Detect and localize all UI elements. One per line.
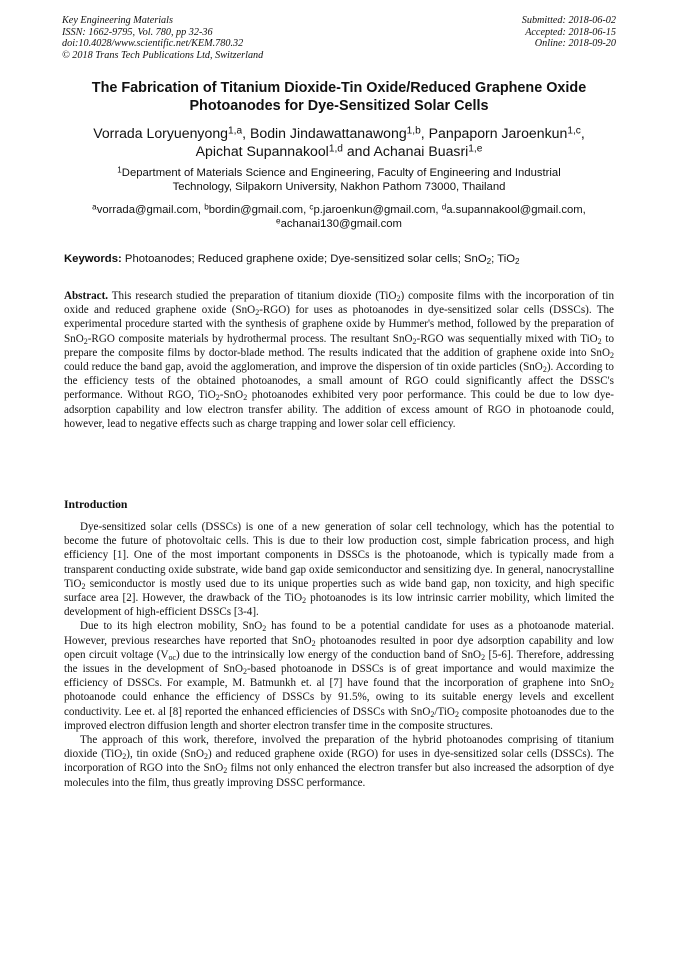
title-line-1: The Fabrication of Titanium Dioxide-Tin Oxide/Reduced Graphene Oxide xyxy=(91,80,587,96)
email-link[interactable]: achanai130@gmail.com xyxy=(280,218,402,231)
keywords-label: Keywords: xyxy=(64,253,122,265)
author-conjunction: and xyxy=(346,143,371,159)
abstract-label: Abstract. xyxy=(64,290,109,302)
date-accepted: Accepted: 2018-06-15 xyxy=(525,26,616,38)
author-name: Achanai Buasri xyxy=(373,143,469,159)
date-online: Online: 2018-09-20 xyxy=(534,38,616,50)
journal-name: Key Engineering Materials xyxy=(62,15,173,26)
author-affil-sup: 1,b xyxy=(406,125,421,137)
email-link[interactable]: vorrada@gmail.com, xyxy=(96,204,202,216)
journal-doi[interactable]: doi:10.4028/www.scientific.net/KEM.780.32 xyxy=(62,38,244,50)
publication-dates xyxy=(522,15,616,50)
email-link[interactable]: a.supannakool@gmail.com, xyxy=(446,204,586,216)
author-affil-sup: 1,c xyxy=(567,125,581,137)
email-sup: b xyxy=(204,202,209,212)
affiliation xyxy=(70,166,608,195)
author-affil-sup: 1,d xyxy=(328,143,343,155)
email-sup: e xyxy=(276,216,281,226)
affiliation-line-1: Department of Materials Science and Engineering, Faculty of Engineering and Industrial xyxy=(121,167,561,179)
keywords-text: Photoanodes; Reduced graphene oxide; Dye-sensitized solar cells; SnO$_2$; TiO$_2$ xyxy=(124,253,520,267)
date-submitted: Submitted: 2018-06-02 xyxy=(521,15,616,26)
introduction-body xyxy=(64,520,614,790)
author-name: Vorrada Loryuenyong xyxy=(93,125,228,141)
paragraph: Due to its high electron mobility, SnO$_2$ has found to be a potential candidate for uses as a photoanode material. However, previous researches have reported that SnO$_2$ photoanodes resulted in poor dye adsorption capability and low open circuit voltage $(V_{oc})$ due to the intrinsically low energy of the conduction band of SnO$_2$ [5-6]. Therefore, addressing the issues in the development of SnO$_2$-based photoanode in DSSCs is of great importance and would maximize the efficiency of DSSCs. For example, M. Batmunkh et. al [7] have found that the incorporation of graphene into SnO$_2$ photoanode could enhance the efficiency of DSSCs by 91.5%, owing to its suitable energy levels and excellent conductivity. Lee et. al [8] reported the enhanced efficiencies of DSSCs with SnO$_2$/TiO$_2$ composite photoanodes due to the improved electron diffusion length and shorter electron transfer time in the composite structures. xyxy=(64,620,614,732)
abstract xyxy=(64,289,614,431)
abstract-text: This research studied the preparation of titanium dioxide (TiO$_2$) composite films with the incorporation of tin oxide and reduced graphene oxide (SnO$_2$-RGO) for uses as photoanodes in dye-sensitized solar cells (DSSCs). The experimental procedure started with the synthesis of graphene oxide by Hummer's method, followed by the preparation of SnO$_2$-RGO composite materials by hydrothermal process. The resultant SnO$_2$-RGO was sequentially mixed with TiO$_2$ to prepare the composite films by doctor-blade method. The results indicated that the addition of graphene oxide into SnO$_2$ could reduce the band gap, avoid the agglomeration, and improve the dispersion of tin oxide particles (SnO$_2$). According to the efficiency tests of the obtained photoanodes, a small amount of RGO could significantly affect the DSSC's performance. Without RGO, TiO$_2$-SnO$_2$ photoanodes exhibited very poor performance. This could be due to low dye-adsorption capability and low electron transfer ability. The addition of excess amount of RGO in photoanode could, however, lead to negative effects such as charge trapping and lower solar cell efficiency. xyxy=(64,290,615,430)
author-name: Panpaporn Jaroenkun xyxy=(428,125,568,141)
affiliation-sup: 1 xyxy=(117,165,122,175)
paragraph: The approach of this work, therefore, involved the preparation of the hybrid photoanodes comprising of titanium dioxide (TiO$_2$), tin oxide (SnO$_2$) and reduced graphene oxide (RGO) for uses in dye-sensitized solar cells (DSSCs). The incorporation of RGO into the SnO$_2$ films not only enhanced the electron transfer but also increased the adsorption of dye molecules into the film, thus greatly improving DSSC performance. xyxy=(64,734,614,789)
paper-title xyxy=(40,80,638,115)
email-sup: c xyxy=(309,202,314,212)
journal-issn[interactable]: ISSN: 1662-9795, Vol. 780, pp 32-36 xyxy=(62,26,213,38)
author-affil-sup: 1,a xyxy=(228,125,243,137)
author-name: Apichat Supannakool xyxy=(195,143,329,159)
keywords xyxy=(64,252,618,266)
email-sup: d xyxy=(441,202,447,212)
journal-info xyxy=(62,15,263,61)
author-list: Vorrada Loryuenyong$^{1,a}$, Bodin Jindawattanawong$^{1,b}$, Panpaporn Jaroenkun$^{1,c}$, Apichat Supannakool$^{1,d}$ and Achanai Buasri$^{1,e}$ xyxy=(93,125,585,159)
email-link[interactable]: p.jaroenkun@gmail.com, xyxy=(313,204,439,216)
author-affil-sup: 1,e xyxy=(468,143,483,155)
author-name: Bodin Jindawattanawong xyxy=(249,125,407,141)
email-sup: a xyxy=(92,202,97,212)
email-link[interactable]: bordin@gmail.com, xyxy=(208,204,307,216)
journal-copyright: © 2018 Trans Tech Publications Ltd, Switzerland xyxy=(62,49,264,61)
journal-header xyxy=(62,15,616,67)
author-emails xyxy=(60,203,618,232)
title-line-2: Photoanodes for Dye-Sensitized Solar Cells xyxy=(189,97,489,114)
affiliation-line-2: Technology, Silpakorn University, Nakhon Pathom 73000, Thailand xyxy=(172,181,506,194)
paragraph: Dye-sensitized solar cells (DSSCs) is one of a new generation of solar cell technology, which has the potential to become the future of photovoltaic cells. This is due to their low production cost, simple fabrication process, and high efficiency [1]. One of the most important components in DSSCs is the photoanode, which is typically made from a transparent conducting oxide substrate, wide band gap oxide semiconductor and sensitizing dye. In general, nanocrystalline TiO$_2$ semiconductor is mostly used due to its unique properties such as wide band gap, non toxicity, and high specific surface area [2]. However, the drawback of the TiO$_2$ photoanodes is its low intrinsic carrier mobility, which limited the development of high-efficient DSSCs [3-4]. xyxy=(64,521,614,619)
section-heading-introduction: Introduction xyxy=(64,498,128,511)
